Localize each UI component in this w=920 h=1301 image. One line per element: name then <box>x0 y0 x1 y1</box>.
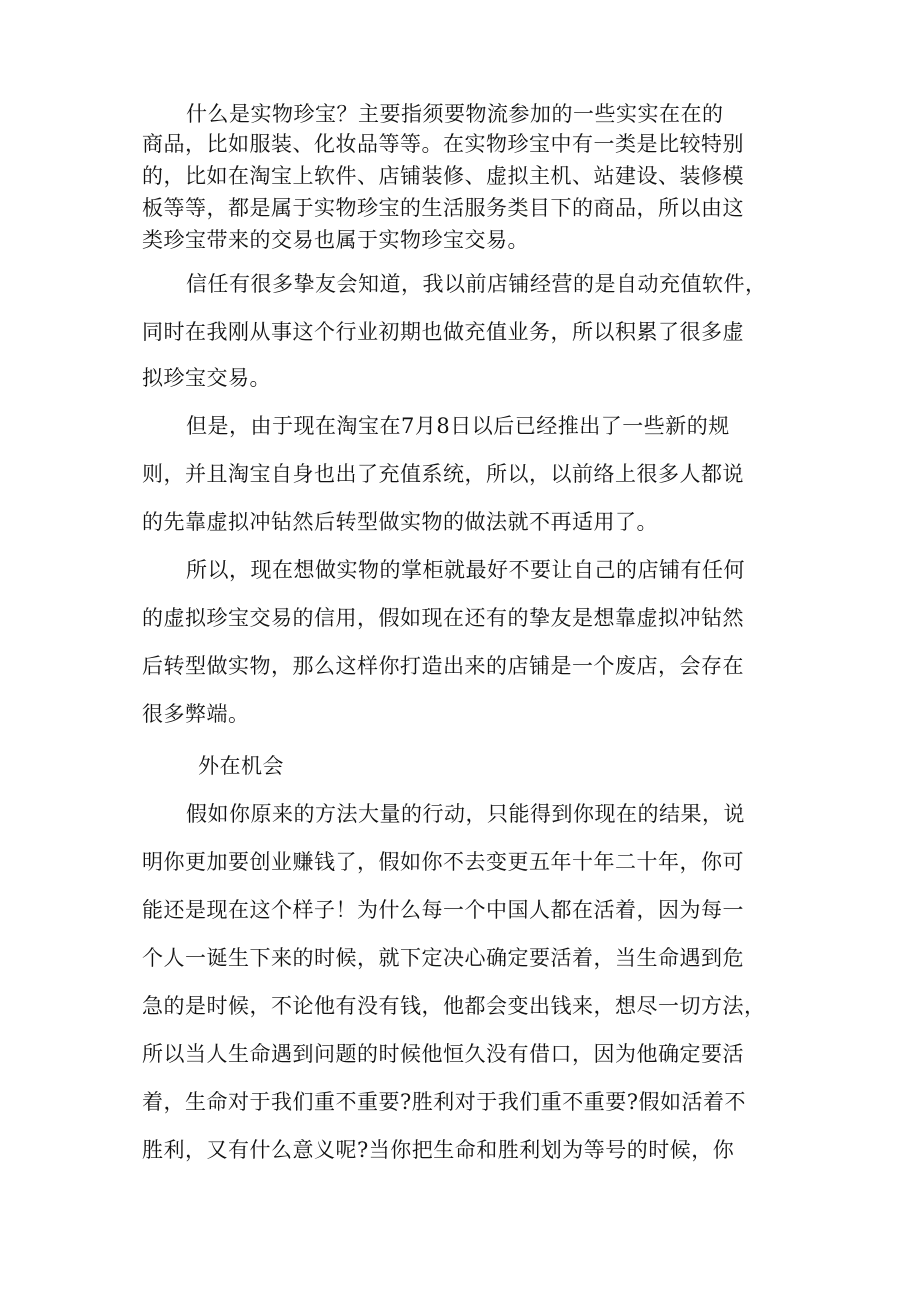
text-line: 信任有很多挚友会知道，我以前店铺经营的是自动充值软件， <box>186 272 767 296</box>
text-line: 板等等，都是属于实物珍宝的生活服务类目下的商品，所以由这 <box>142 196 744 220</box>
text-line: 着，生命对于我们重不重要?胜利对于我们重不重要?假如活着不 <box>142 1090 747 1114</box>
text-line: 则，并且淘宝自身也出了充值系统，所以，以前络上很多人都说 <box>142 462 744 486</box>
text-line: 商品，比如服装、化妆品等等。在实物珍宝中有一类是比较特别 <box>142 132 744 156</box>
text-line: 所以当人生命遇到问题的时候他恒久没有借口，因为他确定要活 <box>142 1042 744 1066</box>
text-line: 个人一诞生下来的时候，就下定决心确定要活着，当生命遇到危 <box>142 946 744 970</box>
text-line: 很多弊端。 <box>142 702 250 726</box>
text-line: 所以，现在想做实物的掌柜就最好不要让自己的店铺有任何 <box>186 558 745 582</box>
text-line: 的先靠虚拟冲钻然后转型做实物的做法就不再适用了。 <box>142 510 658 534</box>
text-line: 后转型做实物，那么这样你打造出来的店铺是一个废店，会存在 <box>142 654 744 678</box>
text-line: 同时在我刚从事这个行业初期也做充值业务，所以积累了很多虚 <box>142 320 744 344</box>
text-line: 类珍宝带来的交易也属于实物珍宝交易。 <box>142 228 529 252</box>
section-heading: 外在机会 <box>198 754 284 778</box>
text-line: 拟珍宝交易。 <box>142 366 271 390</box>
text-line: 胜利，又有什么意义呢?当你把生命和胜利划为等号的时候，你 <box>142 1138 735 1162</box>
text-line: 急的是时候，不论他有没有钱，他都会变出钱来，想尽一切方法， <box>142 994 766 1018</box>
text-line: 的，比如在淘宝上软件、店铺装修、虚拟主机、站建设、装修模 <box>142 164 744 188</box>
text-line: 能还是现在这个样子！为什么每一个中国人都在活着，因为每一 <box>142 898 744 922</box>
text-line: 假如你原来的方法大量的行动，只能得到你现在的结果，说 <box>186 802 745 826</box>
text-line: 什么是实物珍宝？主要指须要物流参加的一些实实在在的 <box>186 102 724 126</box>
text-line: 明你更加要创业赚钱了，假如你不去变更五年十年二十年，你可 <box>142 850 744 874</box>
text-line: 的虚拟珍宝交易的信用，假如现在还有的挚友是想靠虚拟冲钻然 <box>142 606 744 630</box>
text-line: 但是，由于现在淘宝在7月8日以后已经推出了一些新的规 <box>186 414 730 438</box>
